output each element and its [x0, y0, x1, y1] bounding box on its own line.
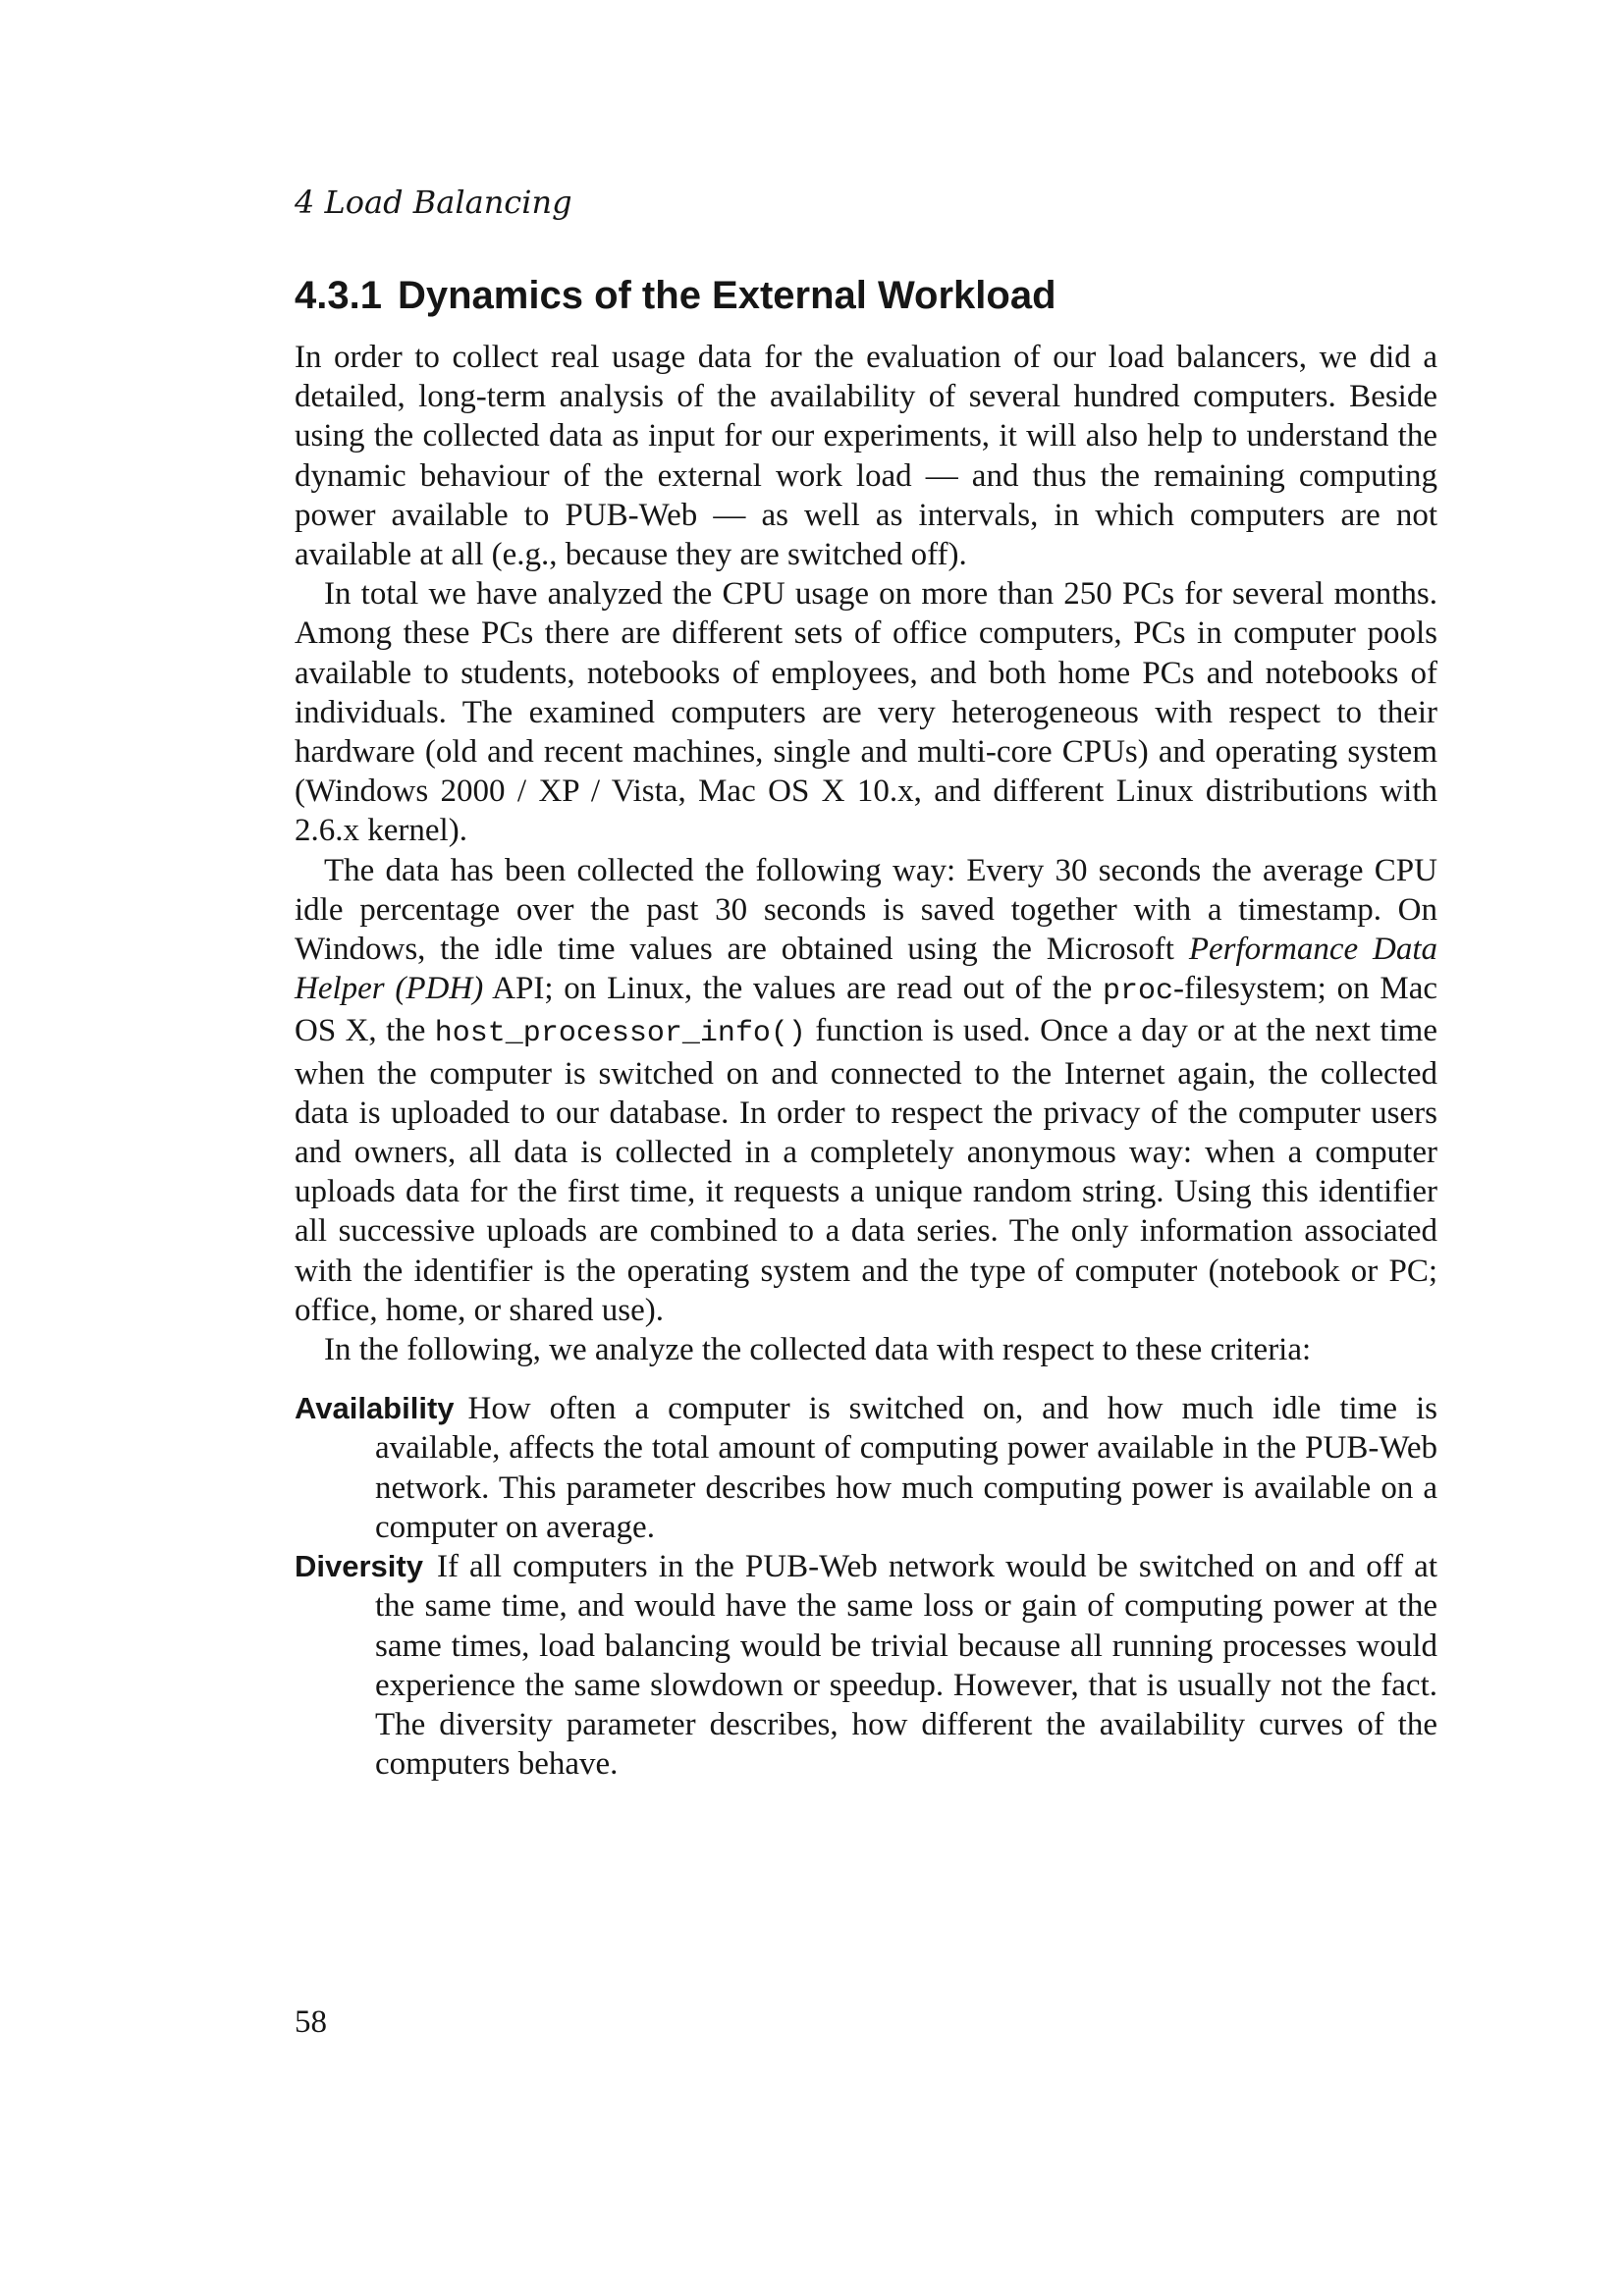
body-text	[295, 338, 1437, 1784]
criterion-term: Diversity	[295, 1549, 423, 1584]
paragraph-3-text-1: The data has been collected the following way: Every 30 seconds the average CPU idle percentage over the past 30 seconds is saved together with a timestamp. On Windows, the idle time values are obtained using the Microsoft	[295, 852, 1437, 968]
criterion-description: How often a computer is switched on, and how much idle time is available, affects the total amount of computing power available in the PUB-Web network. This parameter describes how much computing power is available on a computer on average.	[375, 1391, 1437, 1545]
section-title: Dynamics of the External Workload	[397, 274, 1056, 317]
paragraph-4: In the following, we analyze the collected data with respect to these criteria:	[324, 1332, 1312, 1368]
proc-code: proc	[1103, 975, 1174, 1009]
paragraph-3	[295, 851, 1437, 1330]
pdh-term: Performance Data Helper (PDH)	[295, 932, 1437, 1007]
host-processor-info-code: host_processor_info()	[434, 1017, 806, 1051]
page-number: 58	[295, 2004, 327, 2040]
criterion-availability	[295, 1389, 1437, 1547]
criterion-description: If all computers in the PUB-Web network would be switched on and off at the same time, and would have the same loss or gain of computing power at the same times, load balancing would be trivial because all running processes would experience the same slowdown or speedup. However, that is usually not the fact. The diversity parameter describes, how different the availability curves of the computers behave.	[375, 1549, 1437, 1783]
criterion-diversity	[295, 1547, 1437, 1784]
paragraph-2: In total we have analyzed the CPU usage on more than 250 PCs for several months. Among these PCs there are different sets of office computers, PCs in computer pools available to students, notebooks of employees, and both home PCs and notebooks of individuals. The examined computers are very heterogeneous with respect to their hardware (old and recent machines, single and multi-core CPUs) and operating system (Windows 2000 / XP / Vista, Mac OS X 10.x, and different Linux distributions with 2.6.x kernel).	[295, 576, 1437, 849]
paragraph-1: In order to collect real usage data for the evaluation of our load balancers, we did a detailed, long-term analysis of the availability of several hundred computers. Beside using the collected data as input for our experiments, it will also help to understand the dynamic behaviour of the external work load — and thus the remaining computing power available to PUB-Web — as well as intervals, in which computers are not available at all (e.g., because they are switched off).	[295, 340, 1437, 573]
running-head: 4 Load Balancing	[295, 184, 572, 221]
paragraph-3-text-2: API; on Linux, the values are read out of the	[483, 971, 1103, 1007]
paragraph-3-text-3: -filesystem; on Mac OS X, the	[295, 971, 1438, 1049]
criteria-list	[295, 1389, 1437, 1784]
paragraph-3-text-4: function is used. Once a day or at the next time when the computer is switched on and connected to the Internet again, the collected data is uploaded to our database. In order to respect the privacy of the computer users and owners, all data is collected in a completely anonymous way: when a computer uploads data for the first time, it requests a unique random string. Using this identifier all successive uploads are combined to a data series. The only information associated with the identifier is the operating system and the type of computer (notebook or PC; office, home, or shared use).	[295, 1013, 1437, 1328]
criterion-term: Availability	[295, 1391, 455, 1426]
section-number: 4.3.1	[295, 274, 382, 317]
section-heading	[295, 271, 1056, 320]
